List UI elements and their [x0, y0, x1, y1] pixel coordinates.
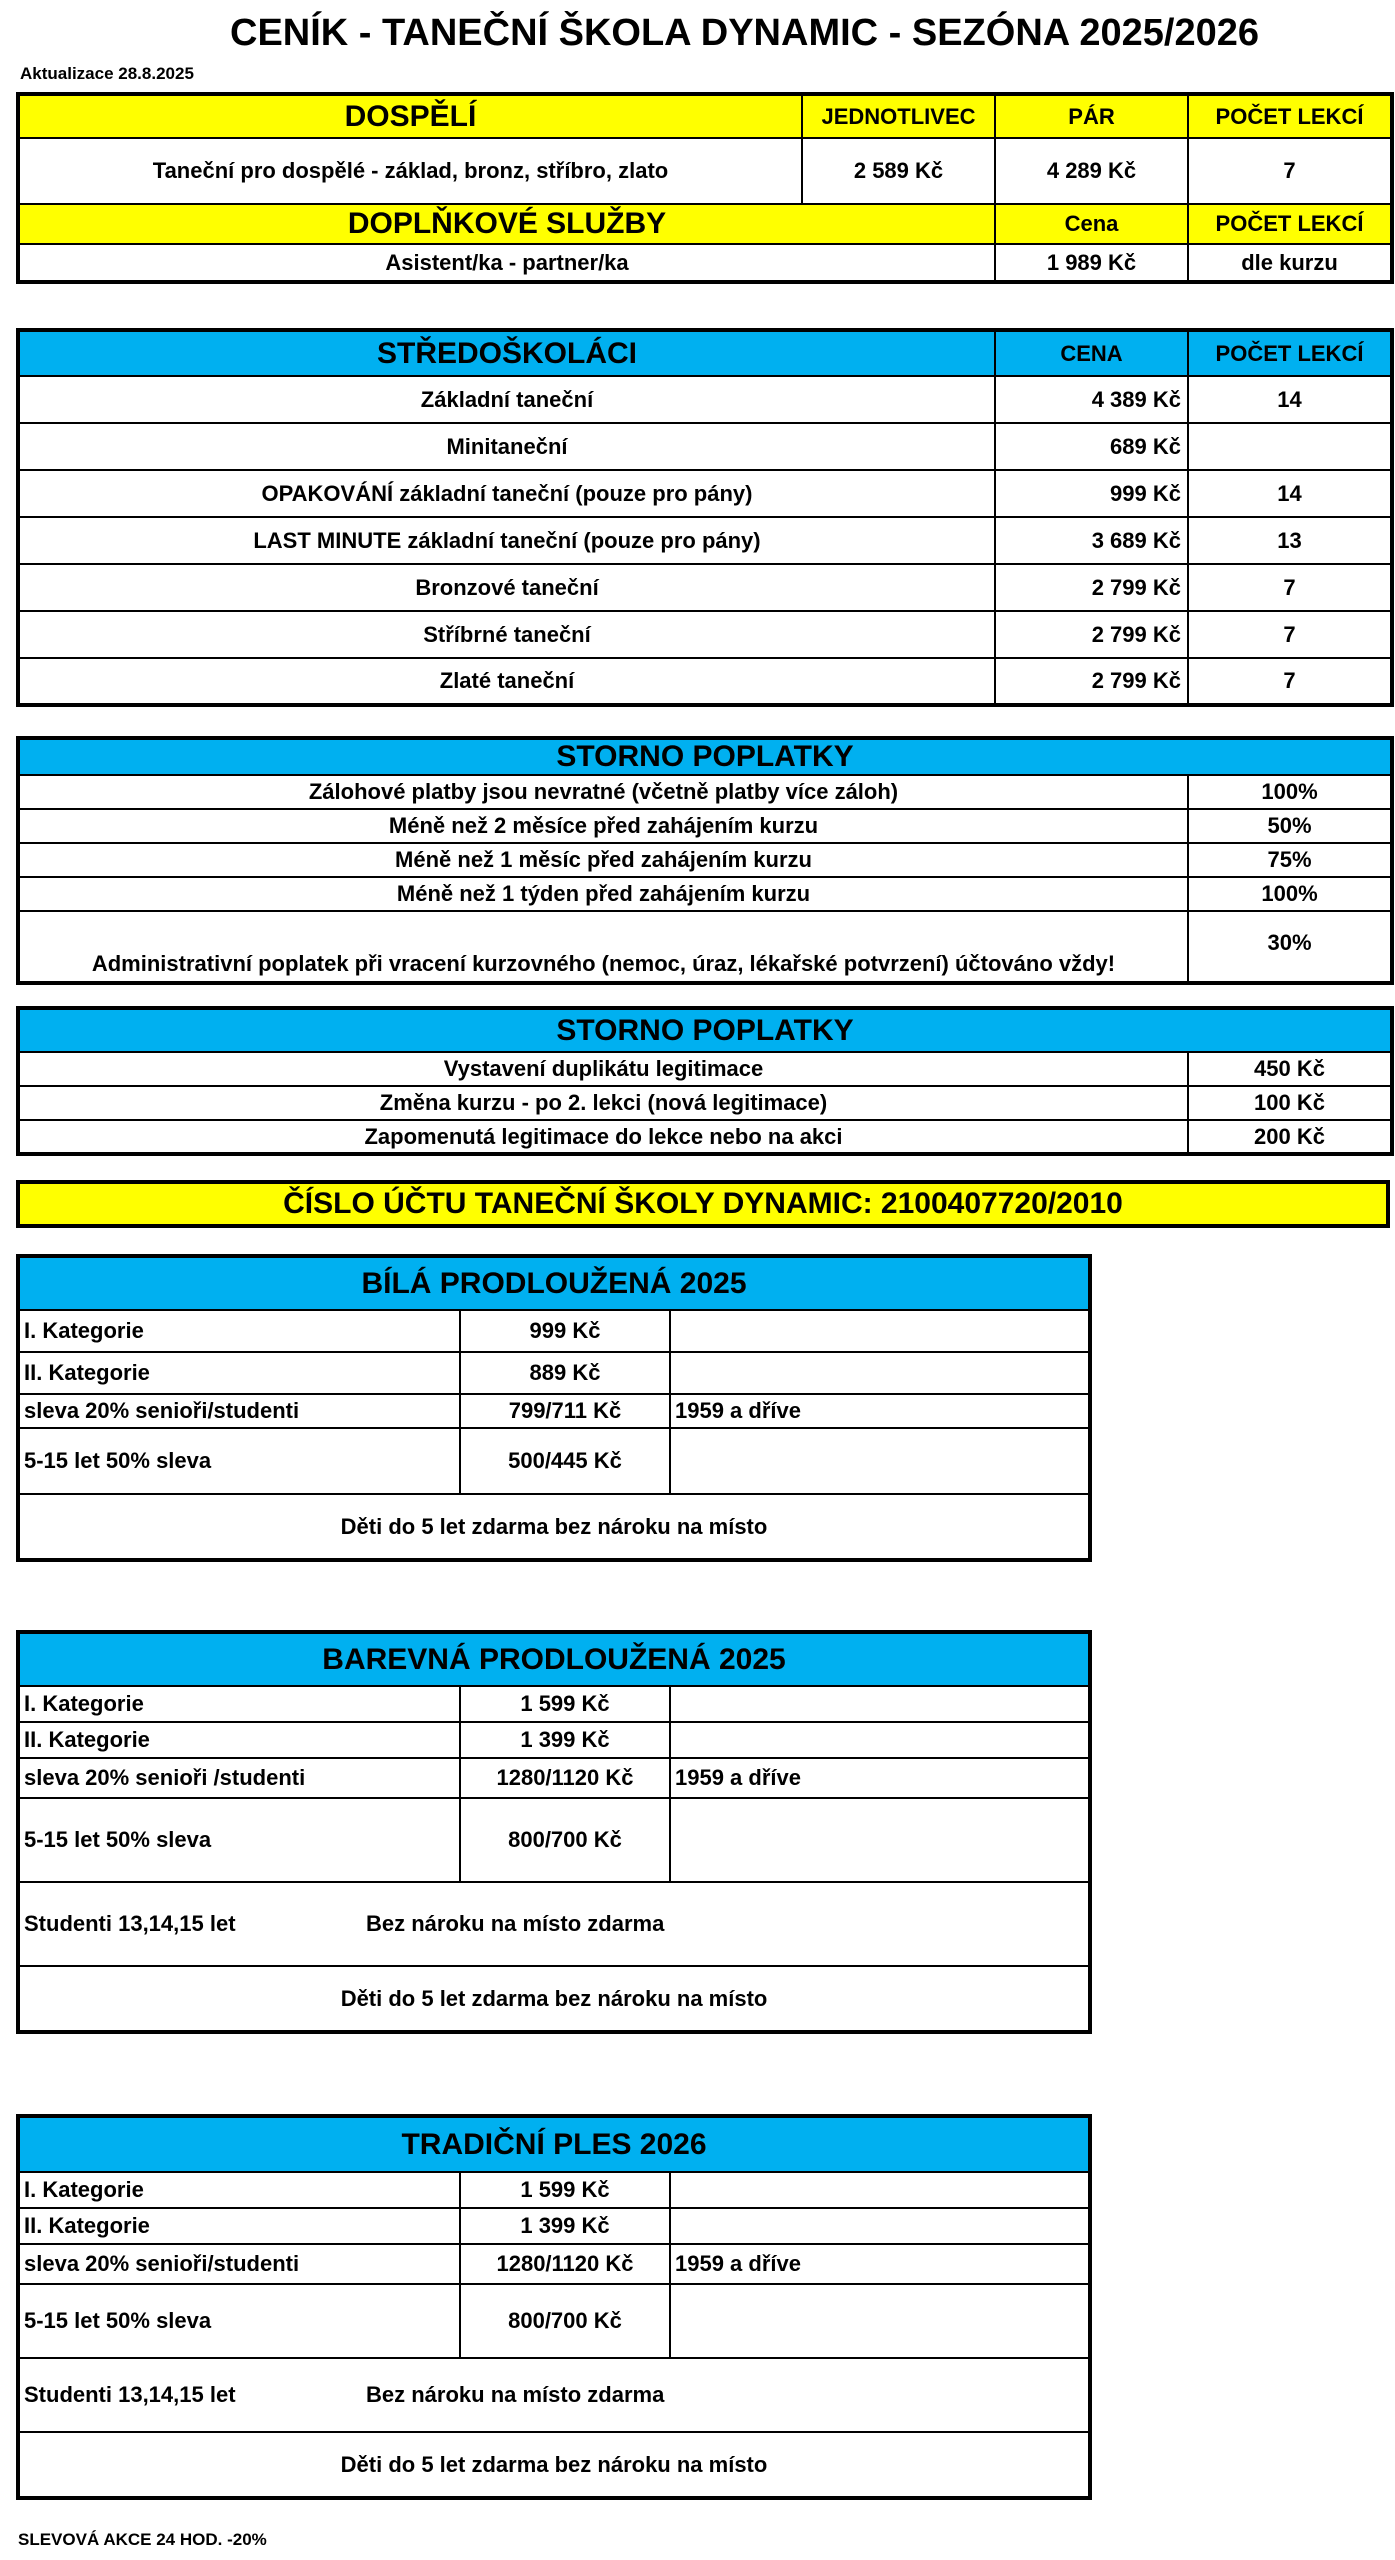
- table-row-name: sleva 20% senioři /studenti: [18, 1758, 460, 1798]
- students-row: [18, 2358, 1090, 2432]
- table-row-price: 889 Kč: [460, 1352, 670, 1394]
- table-row-value: 100%: [1188, 775, 1392, 809]
- fees-table: [16, 1006, 1394, 1156]
- table-row-lessons: 7: [1188, 658, 1392, 705]
- extras-lessons: dle kurzu: [1188, 244, 1392, 282]
- table-row-name: I. Kategorie: [18, 1686, 460, 1722]
- table-row-note: [670, 2208, 1090, 2244]
- table-row-name: 5-15 let 50% sleva: [18, 2284, 460, 2358]
- students-note: Bez nároku na místo zdarma: [366, 2382, 665, 2407]
- table-row-note: [670, 2284, 1090, 2358]
- table-row-note: [670, 1428, 1090, 1494]
- adults-course-name: Taneční pro dospělé - základ, bronz, stříbro, zlato: [18, 138, 802, 204]
- account-bar: [16, 1180, 1390, 1228]
- table-row-name: OPAKOVÁNÍ základní taneční (pouze pro pány): [18, 470, 995, 517]
- table-row-name: Zálohové platby jsou nevratné (včetně platby více záloh): [18, 775, 1188, 809]
- table-row-name: II. Kategorie: [18, 1352, 460, 1394]
- students-row: [18, 1882, 1090, 1966]
- extras-name: Asistent/ka - partner/ka: [18, 244, 995, 282]
- table-row-price: 999 Kč: [460, 1310, 670, 1352]
- table-row-lessons: 14: [1188, 376, 1392, 423]
- adults-table: [16, 92, 1394, 284]
- extras-col-lessons: POČET LEKCÍ: [1188, 204, 1392, 244]
- table-row-lessons: [1188, 423, 1392, 470]
- storno-table: [16, 736, 1394, 985]
- account-number: ČÍSLO ÚČTU TANEČNÍ ŠKOLY DYNAMIC: 2100407720/2010: [283, 1187, 1123, 1220]
- table-row-price: 2 799 Kč: [995, 658, 1188, 705]
- table-row-note: [670, 1722, 1090, 1758]
- table-row-note: [670, 1686, 1090, 1722]
- barevna-heading: BAREVNÁ PRODLOUŽENÁ 2025: [18, 1632, 1090, 1686]
- table-row-name: Změna kurzu - po 2. lekci (nová legitimace): [18, 1086, 1188, 1120]
- admin-fee-text: Administrativní poplatek při vracení kurzovného (nemoc, úraz, lékařské potvrzení) účtováno vždy!: [18, 911, 1188, 983]
- page-title: CENÍK - TANEČNÍ ŠKOLA DYNAMIC - SEZÓNA 2025/2026: [230, 12, 1259, 54]
- table-row-value: 100 Kč: [1188, 1086, 1392, 1120]
- table-row-name: sleva 20% senioři/studenti: [18, 2244, 460, 2284]
- highschool-heading: STŘEDOŠKOLÁCI: [18, 330, 995, 376]
- kids-note: Děti do 5 let zdarma bez nároku na místo: [18, 1494, 1090, 1560]
- table-row-name: Méně než 1 týden před zahájením kurzu: [18, 877, 1188, 911]
- table-row-price: 689 Kč: [995, 423, 1188, 470]
- bila-heading: BÍLÁ PRODLOUŽENÁ 2025: [18, 1256, 1090, 1310]
- highschool-table: [16, 328, 1394, 707]
- col-pair: PÁR: [995, 94, 1188, 138]
- table-row-value: 200 Kč: [1188, 1120, 1392, 1154]
- extras-heading: DOPLŇKOVÉ SLUŽBY: [18, 204, 995, 244]
- table-row-price: 1280/1120 Kč: [460, 1758, 670, 1798]
- table-row-name: Zapomenutá legitimace do lekce nebo na akci: [18, 1120, 1188, 1154]
- table-row-note: 1959 a dříve: [670, 1758, 1090, 1798]
- table-row-note: 1959 a dříve: [670, 1394, 1090, 1428]
- table-row-name: 5-15 let 50% sleva: [18, 1798, 460, 1882]
- table-row-name: sleva 20% senioři/studenti: [18, 1394, 460, 1428]
- table-row-price: 3 689 Kč: [995, 517, 1188, 564]
- adults-price-single: 2 589 Kč: [802, 138, 995, 204]
- fees-heading: STORNO POPLATKY: [18, 1008, 1392, 1052]
- table-row-name: Bronzové taneční: [18, 564, 995, 611]
- col-single: JEDNOTLIVEC: [802, 94, 995, 138]
- students-label: Studenti 13,14,15 let: [24, 1911, 236, 1936]
- table-row-name: 5-15 let 50% sleva: [18, 1428, 460, 1494]
- table-row-name: Stříbrné taneční: [18, 611, 995, 658]
- table-row-name: Základní taneční: [18, 376, 995, 423]
- adults-price-pair: 4 289 Kč: [995, 138, 1188, 204]
- table-row-value: 450 Kč: [1188, 1052, 1392, 1086]
- table-row-name: Zlaté taneční: [18, 658, 995, 705]
- table-row-note: 1959 a dříve: [670, 2244, 1090, 2284]
- barevna-table: [16, 1630, 1092, 2034]
- table-row-price: 1280/1120 Kč: [460, 2244, 670, 2284]
- table-row-price: 2 799 Kč: [995, 564, 1188, 611]
- table-row-price: 4 389 Kč: [995, 376, 1188, 423]
- update-date: Aktualizace 28.8.2025: [20, 64, 194, 83]
- table-row-lessons: 13: [1188, 517, 1392, 564]
- table-row-note: [670, 1798, 1090, 1882]
- table-row-lessons: 7: [1188, 611, 1392, 658]
- table-row-price: 799/711 Kč: [460, 1394, 670, 1428]
- table-row-price: 800/700 Kč: [460, 1798, 670, 1882]
- table-row-note: [670, 2172, 1090, 2208]
- table-row-name: Minitaneční: [18, 423, 995, 470]
- table-row-price: 2 799 Kč: [995, 611, 1188, 658]
- table-row-name: Méně než 1 měsíc před zahájením kurzu: [18, 843, 1188, 877]
- table-row-lessons: 7: [1188, 564, 1392, 611]
- table-row-name: LAST MINUTE základní taneční (pouze pro pány): [18, 517, 995, 564]
- table-row-name: Méně než 2 měsíce před zahájením kurzu: [18, 809, 1188, 843]
- table-row-note: [670, 1310, 1090, 1352]
- table-row-price: 500/445 Kč: [460, 1428, 670, 1494]
- table-row-value: 75%: [1188, 843, 1392, 877]
- table-row-name: I. Kategorie: [18, 2172, 460, 2208]
- adults-heading: DOSPĚLÍ: [18, 94, 802, 138]
- table-row-note: [670, 1352, 1090, 1394]
- col-lessons: POČET LEKCÍ: [1188, 330, 1392, 376]
- table-row-price: 1 599 Kč: [460, 2172, 670, 2208]
- ples-table: [16, 2114, 1092, 2500]
- table-row-name: Vystavení duplikátu legitimace: [18, 1052, 1188, 1086]
- kids-note: Děti do 5 let zdarma bez nároku na místo: [18, 1966, 1090, 2032]
- students-note: Bez nároku na místo zdarma: [366, 1911, 665, 1936]
- extras-col-price: Cena: [995, 204, 1188, 244]
- table-row-price: 999 Kč: [995, 470, 1188, 517]
- kids-note: Děti do 5 let zdarma bez nároku na místo: [18, 2432, 1090, 2498]
- adults-lessons: 7: [1188, 138, 1392, 204]
- bila-table: [16, 1254, 1092, 1562]
- table-row-price: 1 399 Kč: [460, 2208, 670, 2244]
- table-row-name: I. Kategorie: [18, 1310, 460, 1352]
- col-price: CENA: [995, 330, 1188, 376]
- table-row-lessons: 14: [1188, 470, 1392, 517]
- table-row-price: 800/700 Kč: [460, 2284, 670, 2358]
- extras-price: 1 989 Kč: [995, 244, 1188, 282]
- table-row-price: 1 399 Kč: [460, 1722, 670, 1758]
- table-row-price: 1 599 Kč: [460, 1686, 670, 1722]
- col-lessons: POČET LEKCÍ: [1188, 94, 1392, 138]
- storno-heading: STORNO POPLATKY: [18, 738, 1392, 775]
- discount-note: SLEVOVÁ AKCE 24 HOD. -20%: [18, 2530, 267, 2549]
- table-row-name: II. Kategorie: [18, 1722, 460, 1758]
- ples-heading: TRADIČNÍ PLES 2026: [18, 2116, 1090, 2172]
- table-row-value: 50%: [1188, 809, 1392, 843]
- table-row-name: II. Kategorie: [18, 2208, 460, 2244]
- students-label: Studenti 13,14,15 let: [24, 2382, 236, 2407]
- table-row-value: 100%: [1188, 877, 1392, 911]
- admin-fee-value: 30%: [1188, 911, 1392, 983]
